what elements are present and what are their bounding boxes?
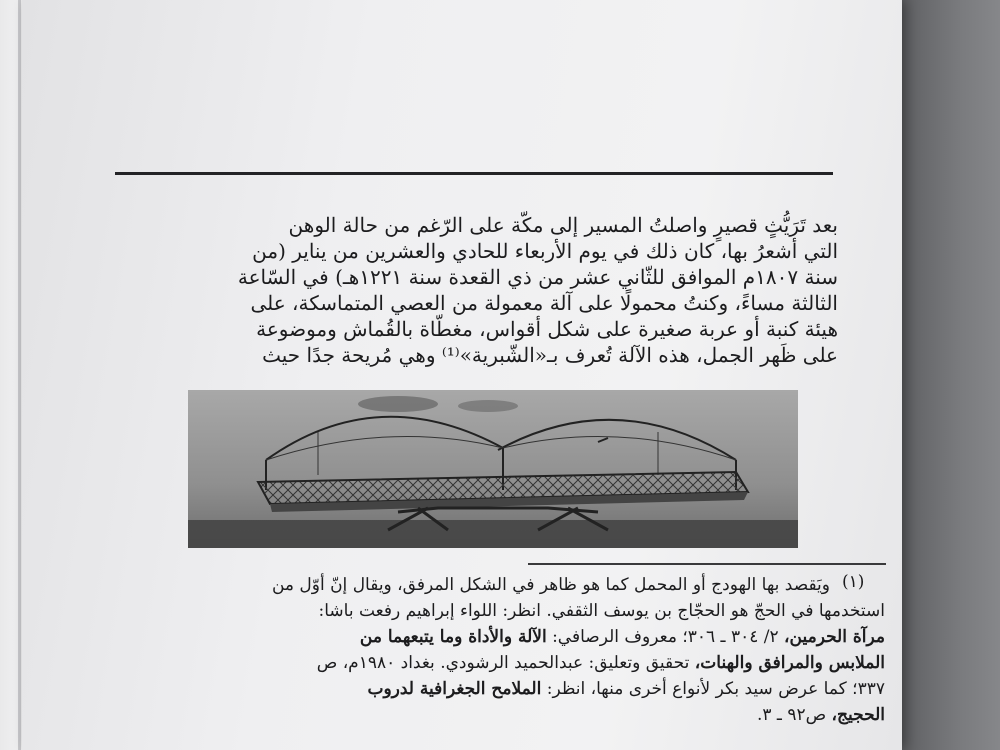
footnote-line — [95, 624, 885, 650]
body-line: الثالثة مساءً، وكنتُ محمولًا على آلة معمولة من العصي المتماسكة، على — [250, 291, 838, 315]
litter-drawing-icon — [188, 390, 798, 548]
body-paragraph — [118, 212, 838, 368]
book-title: مرآة الحرمين، — [784, 627, 885, 647]
footnote-line — [95, 676, 885, 702]
book-shadow — [902, 0, 1000, 750]
book-title: الملامح الجغرافية لدروب — [367, 679, 542, 699]
footnote-line — [95, 702, 885, 728]
footnote-text: ٣٣٧؛ كما عرض سيد بكر لأنواع أخرى منها، انظر: — [541, 679, 885, 699]
footnote-line — [95, 598, 885, 624]
body-line: هيئة كنبة أو عربة صغيرة على شكل أقواس، مغطّاة بالقُماش وموضوعة — [256, 317, 838, 341]
footnote-number: (١) — [842, 572, 865, 592]
footnote-line — [95, 650, 885, 676]
footnote-text: ص٩٢ ـ ٣. — [756, 705, 832, 725]
book-title: الآلة والأداة وما يتبعهما من — [359, 627, 547, 647]
footnote-text: ويَقصد بها الهودج أو المحمل كما هو ظاهر في الشكل المرفق، ويقال إنّ أوّل من — [271, 575, 830, 595]
body-line: بعد تَرَيُّثٍ قصيرٍ واصلتُ المسير إلى مكّة على الرّغم من حالة الوهن — [288, 213, 838, 237]
footnote-text: تحقيق وتعليق: عبدالحميد الرشودي. بغداد ١٩٨٠م، ص — [316, 653, 695, 673]
body-line: التي أشعرُ بها، كان ذلك في يوم الأربعاء للحادي والعشرين من يناير (من — [252, 239, 838, 263]
footnote-rule — [528, 563, 886, 565]
footnote — [95, 572, 885, 728]
book-title: الحجيج، — [831, 705, 885, 725]
footnote-text: ٢/ ٣٠٤ ـ ٣٠٦؛ معروف الرصافي: — [546, 627, 785, 647]
camel-litter-illustration — [188, 390, 798, 548]
footnote-line — [95, 572, 885, 598]
book-title: الملابس والمرافق والهنات، — [694, 653, 885, 673]
body-line: على ظَهر الجمل، هذه الآلة تُعرف بـ«الشّبرية»⁽¹⁾ وهي مُريحة جدًا حيث — [262, 343, 838, 367]
body-line: سنة ١٨٠٧م الموافق للثّاني عشر من ذي القعدة سنة ١٢٢١هـ) في السّاعة — [237, 265, 838, 289]
header-rule — [115, 172, 833, 175]
footnote-text: استخدمها في الحجّ هو الحجّاج بن يوسف الثقفي. انظر: اللواء إبراهيم رفعت باشا: — [318, 601, 885, 621]
